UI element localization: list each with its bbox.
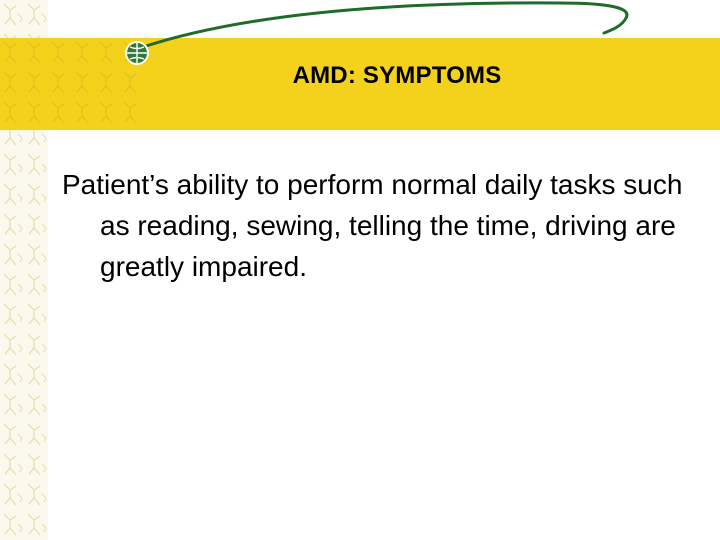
slide-title: AMD: SYMPTOMS bbox=[292, 62, 502, 89]
slide-body-text: Patient’s ability to perform normal daily tasks such as reading, sewing, telling the time, driving are greatly impaired. bbox=[62, 169, 683, 282]
swoosh-line bbox=[0, 0, 720, 60]
